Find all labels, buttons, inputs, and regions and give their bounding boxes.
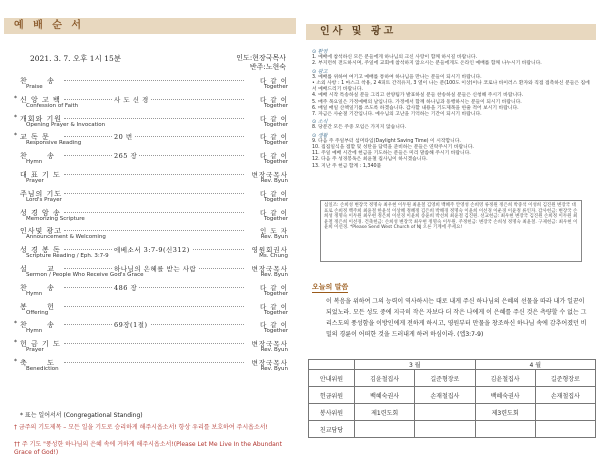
order-leader: 다 같 이 <box>260 283 288 292</box>
order-leader: 다 같 이 <box>260 152 288 161</box>
order-leader-en: Together <box>264 102 288 109</box>
order-leader: 다 같 이 <box>260 189 288 198</box>
order-item: 인사및 광고 <box>20 227 63 236</box>
order-item-a: 찬 <box>20 283 28 292</box>
order-row <box>20 226 288 245</box>
announcement-item: 8. 당분간 모든 주중 모임은 가지지 않습니다. <box>312 125 407 131</box>
leader-line <box>236 54 286 72</box>
order-item-en: Memorizing Scripture <box>26 215 85 222</box>
duty-cell <box>535 421 595 438</box>
duty-cell <box>475 421 535 438</box>
order-leader-en: Together <box>264 215 288 222</box>
standing-mark: * <box>14 113 17 121</box>
duty-row <box>309 387 596 404</box>
order-item-a: 설 <box>20 264 28 273</box>
standing-mark: * <box>14 320 17 328</box>
announcement-item: 2. 부지런히 전도하시며, 주일에 교회에 참석하지 않으시는 분들에게도 온라인 예배를 함께 나누시기 바랍니다. <box>312 61 542 67</box>
order-item-en: Prayer <box>26 347 44 354</box>
order-leader-en: Rev. Byun <box>260 347 288 354</box>
leader-dots <box>64 324 244 325</box>
duty-cell: 길준형장로 <box>415 370 475 387</box>
order-row <box>14 94 288 114</box>
order-item-b: 송 <box>47 77 55 85</box>
standing-mark: * <box>14 132 17 140</box>
duty-row <box>309 421 596 438</box>
order-item-en: Prayer <box>26 177 44 184</box>
order-item-en: Offering <box>26 309 49 316</box>
announcement-item: 7. 자금은 사순절 기간입니다. 예수님의 고난을 기억하는 기간이 되시기 바랍니다. <box>312 112 482 118</box>
order-row <box>14 339 288 358</box>
order-item-b: 교 <box>47 264 55 273</box>
order-detail: 20 번 <box>114 133 133 142</box>
order-leader-en: Together <box>264 121 288 128</box>
order-leader-en: Rev. Byun <box>260 365 288 372</box>
accompanist: 반주:노현숙 <box>249 63 286 71</box>
order-item-en: Praise <box>26 84 43 90</box>
order-item-a: 찬 <box>20 321 28 330</box>
duty-cell <box>415 421 475 438</box>
leader-dots <box>64 230 244 231</box>
leader-dots <box>64 343 244 344</box>
order-leader: 다 같 이 <box>260 302 288 311</box>
order-leader-en: Together <box>264 84 288 90</box>
order-item-en: Scripture Reading / Eph. 3:7-9 <box>26 253 109 260</box>
leader-dots <box>64 136 244 137</box>
order-item-en: Lord's Prayer <box>26 196 62 203</box>
order-row <box>20 283 288 302</box>
order-leader-en: Together <box>264 328 288 335</box>
duty-cell <box>415 404 475 421</box>
order-row <box>14 357 288 377</box>
order-leader: 다 같 이 <box>260 321 288 330</box>
order-detail: 486 장 <box>114 283 138 292</box>
duty-cell: 김윤철집사 <box>475 370 535 387</box>
order-item: 성 경 봉 독 <box>20 246 61 255</box>
order-leader: 다 같 이 <box>260 133 288 142</box>
order-row <box>20 151 288 170</box>
order-item-en: Hymn <box>26 159 43 166</box>
order-item-en: Announcement & Welcoming <box>26 234 106 241</box>
duty-cell <box>355 421 415 438</box>
standing-mark: * <box>14 357 17 365</box>
order-row <box>20 245 288 264</box>
order-detail: 사 도 신 경 <box>114 95 149 104</box>
order-leader-en: Rev. Byun <box>260 271 288 278</box>
announcement-section: ⊙ 환영 <box>312 49 328 55</box>
announcement-item: 13. 지난 주 헌금 합계 : 1,340불 <box>312 163 382 169</box>
announcements-page <box>300 0 600 464</box>
leader-dots <box>64 99 244 100</box>
duty-cell: 손재철집사 <box>415 387 475 404</box>
announcement-item: • 소외 사항 : 1 마스크 착용, 2 4피트 간격유지, 3 열이 나는 분(100도 이상)이나 코로나 바이러스 환자와 직접 접촉하신 분들은 집에서 예배드리기 바랍니다. <box>312 81 590 93</box>
order-leader: 인 도 자 <box>260 227 288 236</box>
order-item-a: 축 <box>20 358 28 367</box>
order-leader: 변장국목사 <box>251 340 288 349</box>
order-item-a: 찬 <box>20 77 28 85</box>
order-row <box>20 264 288 283</box>
standing-mark: * <box>14 94 17 102</box>
order-row <box>14 320 288 339</box>
duty-cell: 제1련도회 <box>355 404 415 421</box>
order-leader-en: Together <box>264 196 288 203</box>
order-item-en: Hymn <box>26 290 43 297</box>
todays-word: 이 복음을 위하여 그의 능력이 역사하시는 대로 내게 주신 하나님의 은혜의 선물을 따라 내가 일꾼이 되었노라. 모든 성도 중에 지극히 작은 자보다 더 작은 나에게 이 은혜를 주신 것은 측량할 수 없는 그리스도의 풍성함을 이방인에게 전하게 하시고, 영원부터 만물을 창조하신 하나님 속에 감추어졌던 비밀의 경륜이 어떠한 것을 드러내게 하려 하심이라. (엡3:7-9) <box>326 298 587 338</box>
announcement-item: 4. 예배 시작 특송하실 분들 그리고 찬양팀가 발표하실 분들 찬송하실 분들은 신청해 주시기 바랍니다. <box>312 93 524 99</box>
order-leader: 다 같 이 <box>260 95 288 104</box>
duty-cell: 손재철집사 <box>535 387 595 404</box>
order-leader: 변장국목사 <box>251 358 288 367</box>
duty-month: 3 월 <box>355 360 476 370</box>
leader-dots <box>64 306 244 307</box>
announcement-section: ⊙ 생활 <box>312 132 328 139</box>
order-leader: 영원회권사 <box>251 246 288 255</box>
order-item-b: 헌 <box>47 302 55 311</box>
announcement-item: 9. 다음 주 주일부터 섬머타임(Daylight Saving Time) 이 시작합니다. <box>312 138 461 144</box>
order-leader-en: Together <box>264 140 288 147</box>
order-leader-en: Together <box>264 309 288 316</box>
order-row <box>14 113 288 133</box>
order-item: 주님의 기도 <box>20 189 63 198</box>
duty-label: 봉사위원 <box>309 404 355 421</box>
order-item: 개회와 기원 <box>20 114 63 123</box>
order-leader-en: Ms. Chung <box>259 253 288 260</box>
order-leader: 변장국목사 <box>251 264 288 273</box>
order-row <box>14 132 288 151</box>
order-row <box>20 170 288 189</box>
order-item-en: Confession of Faith <box>26 102 79 109</box>
duty-cell: 길준형장로 <box>535 370 595 387</box>
order-list <box>14 76 288 377</box>
duty-label: 헌금위원 <box>309 387 355 404</box>
order-item: 신 앙 고 백 <box>20 95 61 104</box>
order-row <box>20 76 288 95</box>
standing-note: * 표는 일어서서 (Congregational Standing) <box>20 412 143 419</box>
duty-corner <box>309 360 355 370</box>
order-leader-en: Rev. Byun <box>260 234 288 241</box>
duty-cell: 백혜숙권사 <box>355 387 415 404</box>
order-item: 성 경 암 송 <box>20 208 61 217</box>
leader-dots <box>64 155 244 156</box>
announcement-section: ⊙ 광고 <box>312 68 328 75</box>
order-item-b: 도 <box>47 358 55 367</box>
duty-cell <box>535 404 595 421</box>
duty-label: 친교담당 <box>309 421 355 438</box>
leader: 인도:현장국목사 <box>236 54 286 62</box>
order-item: 헌 금 기 도 <box>20 340 61 349</box>
leader-dots <box>64 287 244 288</box>
order-leader: 다 같 이 <box>260 208 288 217</box>
leader-dots <box>64 193 244 194</box>
duty-label: 안내위원 <box>309 370 355 387</box>
order-detail: 69장(1절) <box>114 321 148 330</box>
order-item-a: 봉 <box>20 302 28 311</box>
announcement-item: 1. 예배에 참석하신 모든 분들에게 하나님의 크신 사랑이 함께 하시길 바랍니다. <box>312 55 477 61</box>
order-item-b: 송 <box>47 283 55 292</box>
order-row <box>20 189 288 208</box>
order-item: 대 표 기 도 <box>20 170 61 179</box>
order-item-en: Opening Prayer & Invocation <box>26 121 106 128</box>
order-item: 교 독 문 <box>20 133 50 142</box>
order-leader-en: Rev. Byun <box>260 177 288 184</box>
duty-cell: 제3련도회 <box>475 404 535 421</box>
announcement-item: 10. 집집일식을 접할 및 성탄을 담력을 준비하는 분들은 연락주시기 바랍니다. <box>312 145 474 151</box>
order-leader: 다 같 이 <box>260 77 288 85</box>
order-item-en: Benediction <box>26 365 59 372</box>
page-title: 예 배 순 서 <box>14 20 85 31</box>
order-item-en: Hymn <box>26 328 43 335</box>
announcements-list <box>312 48 594 170</box>
duty-row <box>309 370 596 387</box>
duty-row <box>309 404 596 421</box>
order-item-en: Responsive Reading <box>26 140 82 147</box>
prayer-topics: † 금주의 기도제목 – 모든 일을 기도로 승리하게 해주시옵소서! 항상 우리를 보호하여 주시옵소서! <box>14 424 268 431</box>
order-detail: 265 장 <box>114 152 138 161</box>
word-label: 오늘의 말씀 <box>312 283 349 291</box>
announcement-item: 11. 주일 예배 시간에 헌금을 기도하는 분들은 미리 말씀해 주시기 바랍니다. <box>312 151 471 157</box>
leader-dots <box>64 118 244 119</box>
prayer-motto: †† 주 기도 "풍성한 하나님의 은혜 속에 거하게 해주시옵소서!(Please Let Me Live In the Abundant Grace of God!) <box>14 441 282 456</box>
leader-dots <box>64 362 244 363</box>
duty-cell: 김윤철집사 <box>355 370 415 387</box>
leader-dots <box>64 80 244 81</box>
duty-month: 4 월 <box>475 360 596 370</box>
order-leader: 다 같 이 <box>260 114 288 123</box>
order-leader: 변장국목사 <box>251 170 288 179</box>
order-leader-en: Together <box>264 159 288 166</box>
order-detail: 에베소서 3:7-9(신312) <box>114 246 190 255</box>
announcement-item: 3. 예배를 위하여 여기고 예배를 통하여 하나님을 만나는 분들이 되시기 바랍니다. <box>312 74 482 80</box>
order-row <box>20 302 288 321</box>
duty-header-row <box>309 360 596 370</box>
order-detail: 하나님의 은혜를 받는 사람 <box>114 264 197 273</box>
service-date: 2021. 3. 7. 오후 1시 15분 <box>30 54 121 63</box>
announcement-item: 12. 다음 주 성경봉독은 최윤철 집사님이 하시겠습니다. <box>312 157 428 163</box>
order-item-b: 송 <box>47 321 55 330</box>
order-leader-en: Together <box>264 290 288 297</box>
announcement-item: 5. 매주 목요일은 가정예배의 날입니다. 가정에서 함께 하나님과 동행하시는 분들이 되시기 바랍니다. <box>312 99 522 105</box>
announcement-item: 6. 매일 매일 산책일기를 쓰도록 하겠습니다. 감사할 내용을 기도제목을 한줄 적어 보시기 바랍니다. <box>312 105 519 111</box>
offering-box: 십일조: 손희성 변장국 정명숙 최우현 이두원 최윤철 김영희 백혜주 안영성 손희영 류정원 정은희 박중석 이성희 김진원 변장국 대표로 손희정 백주희 최윤철 한윤석 이상혜 정혜정 김은희 박해경 정명숙 이윤희 이선경 이운경 이윤정 류인자. 감사헌금: 변장국 손희성 정명숙 이두원 최우현 정은희 이선경 이윤희 송윤희 박선희 최윤철 김진원. 선교헌금: 최우현 변장국 김진원 손희정 이두원 최윤철 정은희 이선경. 건축헌금: 손희성 변장국 최우현 정명숙 이두원. 주정헌금: 변장국 손희성 정명숙 최윤철. 구제헌금: 최우현 이윤희 이선경. *Please Send West Church of NJ 오른 기계에 주세요! <box>320 200 582 262</box>
leader-dots <box>64 212 244 213</box>
announcement-section: ⊙ 소식 <box>312 119 328 126</box>
standing-mark: * <box>14 339 17 347</box>
duty-cell: 백혜숙권사 <box>475 387 535 404</box>
duty-table <box>308 359 596 438</box>
order-item-en: Sermon / People Who Receive God's Grace <box>26 271 144 278</box>
leader-dots <box>64 174 244 175</box>
order-item-a: 찬 <box>20 152 28 161</box>
order-item-b: 송 <box>47 152 55 161</box>
page-title: 인사 및 광고 <box>320 26 397 37</box>
order-row <box>20 208 288 227</box>
